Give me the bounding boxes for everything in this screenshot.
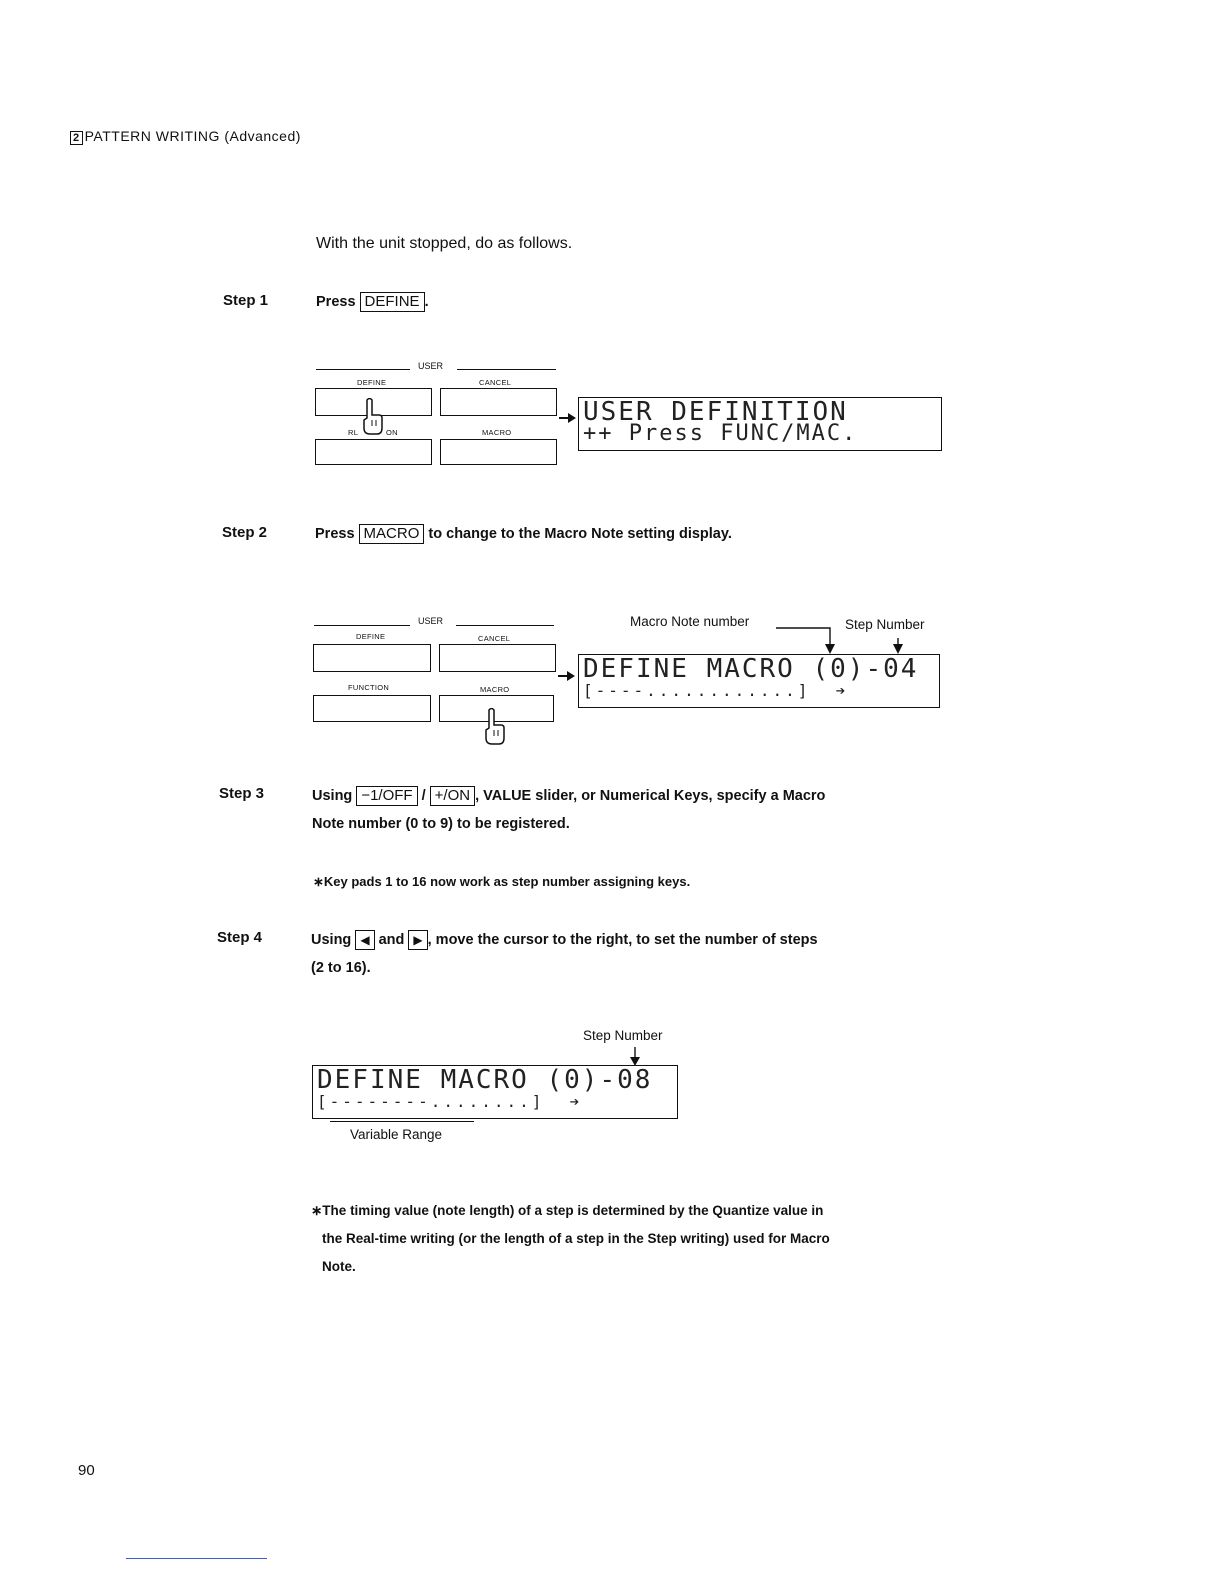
step4-lcd-line2: [--------........] ➔ (317, 1092, 583, 1111)
step3-note: ∗Key pads 1 to 16 now work as step number assigning keys. (313, 874, 691, 889)
step3-text-line2: Note number (0 to 9) to be registered. (312, 816, 570, 832)
define-button (313, 644, 431, 672)
macro-key: MACRO (359, 524, 425, 544)
user-rule-left (314, 625, 410, 626)
step4-text-rest: , move the cursor to the right, to set the number of steps (427, 932, 818, 948)
function-button (313, 695, 431, 722)
step2-text-before: Press (315, 526, 355, 542)
plus-on-key: +/ON (430, 786, 475, 806)
variable-range-label: Variable Range (350, 1127, 443, 1142)
step4-lcd-line1: DEFINE MACRO (0)-08 (317, 1065, 653, 1095)
bottom-edge-line (126, 1558, 267, 1559)
arrow-right-icon (557, 669, 577, 683)
minus-off-key: −1/OFF (356, 786, 417, 806)
step3-instruction (312, 782, 952, 838)
step3-slash: / (421, 788, 426, 804)
step4-label: Step 4 (217, 929, 263, 946)
define-caption: DEFINE (356, 632, 386, 641)
step2-instruction (315, 520, 732, 548)
macro-caption: MACRO (482, 428, 512, 437)
section-number: 2 (70, 131, 83, 145)
step2-lcd-line2: [----............] ➔ (583, 681, 849, 700)
page-number: 90 (78, 1462, 95, 1479)
variable-range-bracket (330, 1121, 474, 1122)
step4-and: and (378, 932, 405, 948)
cancel-button (439, 644, 556, 672)
step-number-callout: Step Number (845, 617, 925, 632)
macro-button (440, 439, 557, 465)
footnote (311, 1197, 830, 1281)
step1-label: Step 1 (223, 292, 269, 309)
footnote-line2: the Real-time writing (or the length of a step in the Step writing) used for Macro (322, 1231, 830, 1246)
step4-instruction (311, 926, 951, 982)
macro-caption: MACRO (480, 685, 510, 694)
step4-using: Using (311, 932, 352, 948)
cancel-caption: CANCEL (479, 378, 512, 387)
step1-text-after: . (424, 294, 429, 310)
step2-lcd-line1: DEFINE MACRO (0)-04 (583, 654, 919, 684)
step2-label: Step 2 (222, 524, 268, 541)
arrow-right-icon (558, 411, 578, 425)
step1-text-before: Press (316, 294, 356, 310)
step1-lcd-line1: USER DEFINITION (583, 397, 848, 427)
pointing-hand-icon (362, 398, 384, 438)
on-caption: ON (386, 428, 398, 437)
user-rule-left (316, 369, 410, 370)
footnote-line1: ∗The timing value (note length) of a step is determined by the Quantize value in (311, 1203, 824, 1218)
section-title: PATTERN WRITING (Advanced) (84, 128, 301, 144)
cursor-right-key: ▶ (408, 930, 427, 950)
rl-caption: RL (348, 428, 359, 437)
footnote-line3: Note. (322, 1259, 356, 1274)
step4-text-line2: (2 to 16). (311, 960, 371, 976)
define-caption: DEFINE (357, 378, 387, 387)
step2-text-after: to change to the Macro Note setting display. (428, 526, 732, 542)
user-label: USER (418, 361, 444, 371)
step4-lcd (312, 1065, 678, 1119)
step3-text-rest: , VALUE slider, or Numerical Keys, specify a Macro (475, 788, 826, 804)
macro-note-number-callout: Macro Note number (630, 614, 750, 629)
callout-arrows-icon (770, 620, 940, 656)
rl-on-button (315, 439, 432, 465)
step3-label: Step 3 (219, 785, 265, 802)
user-label: USER (418, 616, 444, 626)
step1-lcd-line2: ++ Press FUNC/MAC. (583, 421, 858, 446)
section-header (70, 128, 301, 145)
step2-lcd (578, 654, 940, 708)
function-caption: FUNCTION (348, 683, 390, 692)
cursor-left-key: ◀ (355, 930, 374, 950)
intro-text: With the unit stopped, do as follows. (316, 235, 573, 252)
step3-using: Using (312, 788, 353, 804)
cancel-button (440, 388, 557, 416)
user-rule-right (456, 625, 554, 626)
step1-lcd (578, 397, 942, 451)
cancel-caption: CANCEL (478, 634, 511, 643)
define-key: DEFINE (360, 292, 425, 312)
user-rule-right (457, 369, 556, 370)
step4-step-number-callout: Step Number (583, 1028, 663, 1043)
step1-instruction (316, 288, 429, 316)
pointing-hand-icon (484, 708, 506, 748)
